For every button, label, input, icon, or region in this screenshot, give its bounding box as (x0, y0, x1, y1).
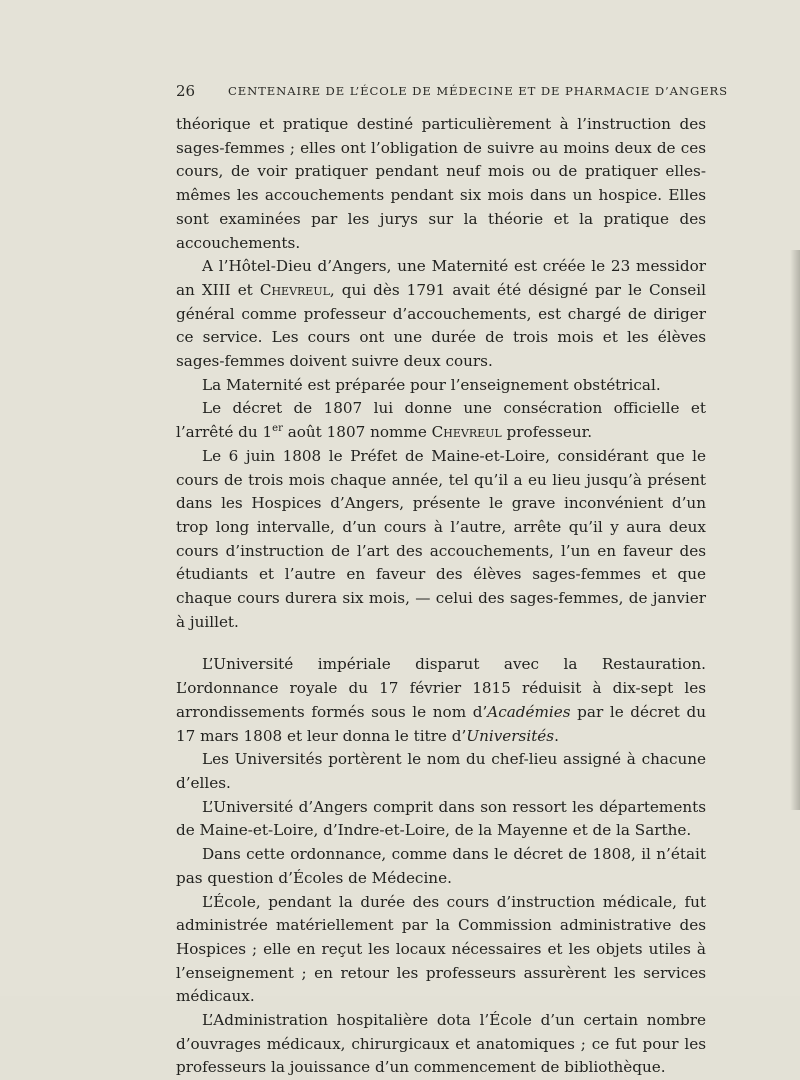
paragraph-text: L’Administration hospitalière dota l’École d’un certain nombre d’ouvrages médicaux, chirurgicaux et anatomiques ; ce fut pour les professeurs la jouissance d’un commencement de bibliothèque. (176, 1011, 706, 1077)
paragraph-6 (176, 653, 706, 748)
paragraph-text: Le 6 juin 1808 le Préfet de Maine-et-Loire, considérant que le cours de trois mois chaque année, tel qu’il a eu lieu jusqu’à présent dans les Hospices d’Angers, présente le grave inconvénient d’un trop long intervalle, d’un cours à l’autre, arrête qu’il y aura deux cours d’instruction de l’art des accouchements, l’un en faveur des étudiants et l’autre en faveur des élèves sages-femmes et que chaque cours durera six mois, — celui des sages-femmes, de janvier à juillet. (176, 446, 706, 631)
ordinal-superscript: er (272, 423, 283, 435)
body-text (176, 113, 706, 1080)
paragraph-text: A l’Hôtel-Dieu d’Angers, une Maternité est créée le 23 messidor an XIII et (176, 257, 706, 299)
paragraph-text: Le décret de 1807 lui donne une consécration officielle et l’arrêté du 1 (176, 399, 706, 442)
paragraph-8 (176, 796, 706, 843)
page-edge-shadow (790, 250, 800, 810)
paragraph-text: L’Université impériale disparut avec la Restauration. L’ordonnance royale du 17 février 1815 réduisit à dix-sept les arrondissements formés sous le nom d’ (176, 655, 706, 721)
italic-term: Académies (487, 702, 571, 721)
italic-term: Universités (466, 726, 555, 745)
paragraph-1 (176, 113, 706, 255)
paragraph-text: août 1807 nomme (282, 423, 432, 442)
paragraph-7 (176, 748, 706, 795)
paragraph-text: L’École, pendant la durée des cours d’instruction médicale, fut administrée matériellement par la Commission administrative des Hospices ; elle en reçut les locaux nécessaires et les objets utiles à l’enseignement ; en retour les professeurs assurèrent les services médicaux. (176, 892, 706, 1006)
paragraph-10 (176, 891, 706, 1010)
paragraph-text: L’Université d’Angers comprit dans son ressort les départements de Maine-et-Loire, d’Indre-et-Loire, de la Mayenne et de la Sarthe. (176, 797, 706, 840)
paragraph-text: . (554, 726, 559, 745)
paragraph-text: , qui dès 1791 avait été désigné par le Conseil général comme professeur d’accouchements, est chargé de diriger ce service. Les cours ont une durée de trois mois et les élèves sages-femmes doivent suivre deux cours. (176, 280, 706, 371)
person-name: Chevreul (431, 423, 502, 442)
paragraph-text: professeur. (501, 423, 593, 442)
page-number: 26 (176, 82, 196, 100)
person-name: Chevreul (259, 280, 330, 299)
running-title: CENTENAIRE DE L’ÉCOLE DE MÉDECINE ET DE PHARMACIE D’ANGERS (228, 84, 728, 98)
paragraph-text: La Maternité est préparée pour l’enseignement obstétrical. (202, 375, 661, 394)
paragraph-2 (176, 255, 706, 374)
paragraph-9 (176, 843, 706, 890)
paragraph-3 (176, 374, 706, 398)
paragraph-text: par le décret du 17 mars 1808 et leur donna le titre d’ (176, 702, 706, 745)
paragraph-text: théorique et pratique destiné particulièrement à l’instruction des sages-femmes ; elles ont l’obligation de suivre au moins deux de ces cours, de voir pratiquer pendant neuf mois ou de pratiquer elles-mêmes les accouchements pendant six mois dans un hospice. Elles sont examinées par les jurys sur la théorie et la pratique des accouchements. (176, 115, 706, 252)
paragraph-text: Les Universités portèrent le nom du chef-lieu assigné à chacune d’elles. (176, 750, 706, 792)
paragraph-4 (176, 397, 706, 444)
paragraph-11 (176, 1009, 706, 1080)
paragraph-5 (176, 445, 706, 635)
page-header (176, 82, 728, 104)
paragraph-text: Dans cette ordonnance, comme dans le décret de 1808, il n’était pas question d’Écoles de Médecine. (176, 845, 706, 887)
